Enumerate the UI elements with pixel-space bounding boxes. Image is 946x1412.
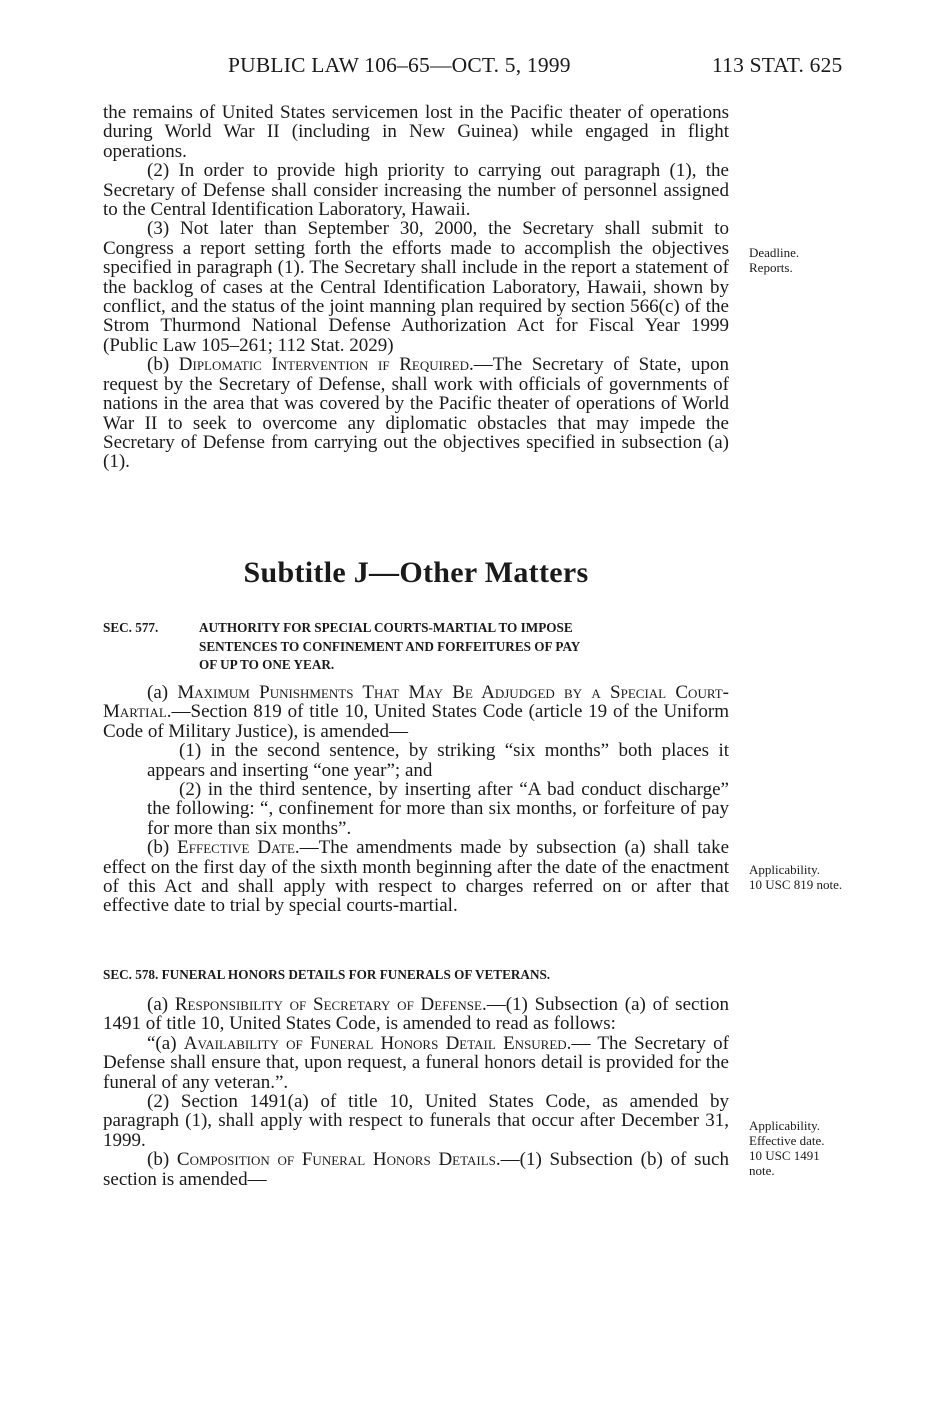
quoted-amendment (103, 1034, 729, 1092)
sec-577-heading (103, 619, 729, 675)
paragraph-label: (b) (147, 1149, 177, 1171)
margin-note-line: 10 USC 819 note. (749, 877, 843, 892)
paragraph-577-a2: (2) in the third sentence, by inserting after “A bad conduct discharge” the following: “, confinement for more than six months, or forfeiture of pay for more than six months”. (147, 779, 729, 839)
paragraph-label: (b) (147, 354, 179, 376)
margin-note-line: Effective date. (749, 1133, 825, 1148)
margin-note-deadline (749, 245, 799, 275)
section-title-line: SENTENCES TO CONFINEMENT AND FORFEITURES OF PAY (199, 638, 581, 654)
section-title-line: AUTHORITY FOR SPECIAL COURTS-MARTIAL TO IMPOSE (199, 620, 573, 635)
paragraph-text: —(1) Subsection (b) of such section is amended— (103, 1149, 729, 1190)
margin-note-line: Reports. (749, 260, 793, 275)
section-title-line: SEC. 578. FUNERAL HONORS DETAILS FOR FUNERALS OF VETERANS. (103, 967, 551, 982)
margin-note-applicability-819 (749, 862, 842, 892)
page-header (0, 53, 946, 85)
paragraph-text: —The Secretary of State, upon request by the Secretary of Defense, shall work with officials of governments of nations in the area that was covered by the Pacific theater of operations of World War II to seek to overcome any diplomatic obstacles that may impede the Secretary of Defense from carrying out the objectives specified in subsection (a)(1). (103, 354, 730, 473)
paragraph-577-a (103, 683, 729, 741)
sec-577-body (103, 683, 729, 916)
paragraph-578-a (103, 995, 729, 1034)
paragraph-heading: Availability of Funeral Honors Detail Ensured. (183, 1032, 572, 1054)
paragraph-label: (a) (147, 682, 178, 703)
paragraph-a3: (3) Not later than September 30, 2000, the Secretary shall submit to Congress a report setting forth the efforts made to accomplish the objectives specified in paragraph (1). The Secretary shall include in the report a statement of the backlog of cases at the Central Identification Laboratory, Hawaii, shown by conflict, and the status of the joint manning plan required by section 566(c) of the Strom Thurmond National Defense Authorization Act for Fiscal Year 1999 (Public Law 105–261; 112 Stat. 2029) (103, 218, 729, 356)
paragraph-a2: (2) In order to provide high priority to carrying out paragraph (1), the Secretary of Defense shall consider increasing the number of personnel assigned to the Central Identification Laboratory, Hawaii. (103, 160, 729, 221)
paragraph-label: (b) (147, 837, 178, 859)
margin-note-line: 10 USC 1491 (749, 1148, 820, 1163)
paragraph-heading: Maximum Punishments That May Be Adjudged by a Special Court-Martial. (103, 682, 729, 723)
sec-578-body (103, 995, 729, 1189)
sec-578-heading (103, 966, 729, 985)
margin-note-line: note. (749, 1163, 775, 1178)
paragraph-577-a1: (1) in the second sentence, by striking “six months” both places it appears and inserting “one year”; and (147, 740, 729, 781)
stat-page-number: 113 STAT. 625 (712, 53, 843, 77)
subtitle-heading: Subtitle J—Other Matters (243, 556, 589, 589)
paragraph-label: (a) (147, 994, 175, 1015)
paragraph-578-b (103, 1150, 729, 1189)
running-head: PUBLIC LAW 106–65—OCT. 5, 1999 (228, 53, 571, 77)
margin-note-applicability-1491 (749, 1118, 825, 1178)
paragraph-label: “(a) (147, 1032, 184, 1054)
margin-note-line: Applicability. (749, 1118, 821, 1133)
section-576-continued (103, 103, 729, 472)
paragraph-578-a2: (2) Section 1491(a) of title 10, United States Code, as amended by paragraph (1), shall apply with respect to funerals that occur after December 31, 1999. (103, 1091, 729, 1151)
paragraph-text: —(1) Subsection (a) of section 1491 of title 10, United States Code, is amended to read as follows: (103, 994, 730, 1035)
section-title-line: OF UP TO ONE YEAR. (199, 657, 335, 673)
paragraph-heading: Effective Date. (177, 837, 300, 859)
paragraph-text: —Section 819 of title 10, United States Code (article 19 of the Uniform Code of Military Justice), is amended— (103, 701, 729, 742)
paragraph-heading: Diplomatic Intervention if Required. (178, 354, 474, 376)
margin-note-line: Applicability. (749, 862, 821, 877)
section-number: SEC. 577. (103, 620, 159, 635)
paragraph-text: —The amendments made by subsection (a) shall take effect on the first day of the sixth month beginning after the date of the enactment of this Act and shall apply with respect to charges referred on or after that effective date to trial by special courts-martial. (103, 837, 729, 917)
continuation-paragraph: the remains of United States servicemen lost in the Pacific theater of operations during World War II (including in New Guinea) while engaged in flight operations. (103, 102, 729, 162)
paragraph-b-diplomatic (103, 355, 729, 471)
paragraph-text: — The Secretary of Defense shall ensure that, upon request, a funeral honors detail is provided for the funeral of any veteran.”. (103, 1032, 729, 1093)
margin-note-line: Deadline. (749, 245, 800, 260)
paragraph-heading: Composition of Funeral Honors Details. (176, 1149, 501, 1171)
paragraph-heading: Responsibility of Secretary of Defense. (174, 994, 487, 1015)
paragraph-577-b (103, 838, 729, 916)
